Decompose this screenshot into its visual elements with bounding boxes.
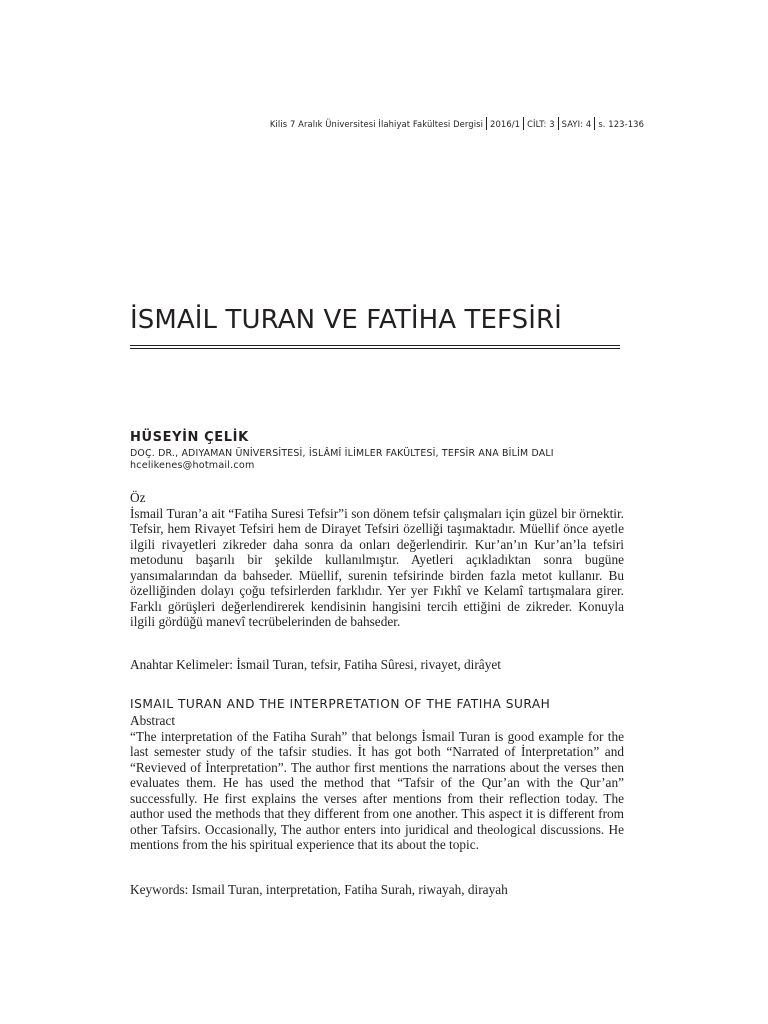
turkish-abstract-heading: Öz xyxy=(130,490,146,505)
turkish-keywords-section xyxy=(130,657,624,673)
header-separator xyxy=(523,117,524,130)
article-title: İSMAİL TURAN VE FATİHA TEFSİRİ xyxy=(130,305,562,335)
year-issue: 2016/1 xyxy=(490,119,521,129)
english-keywords: Keywords: Ismail Turan, interpretation, Fatiha Surah, riwayah, dirayah xyxy=(130,882,508,897)
header-separator xyxy=(558,117,559,130)
english-title: ISMAIL TURAN AND THE INTERPRETATION OF THE FATIHA SURAH xyxy=(130,697,551,711)
turkish-keywords: Anahtar Kelimeler: İsmail Turan, tefsir, Fatiha Sûresi, rivayet, dirâyet xyxy=(130,657,501,672)
volume: CİLT: 3 xyxy=(527,119,555,129)
header-separator xyxy=(486,117,487,130)
english-abstract-text: “The interpretation of the Fatiha Surah” that belongs İsmail Turan is good example for the last semester study of the tafsir studies. İt has got both “Narrated of İnterpretation” and “Revieved of İnterpretation”. The author first mentions the narrations about the verses then evaluates them. He has used the method that “Tafsir of the Qur’an with the Qur’an” successfully. He first explains the verses after mentions from their reflection today. The author used the methods that they different from one another. This aspect it is different from other Tafsirs. Occasionally, The author enters into juridical and theological discussions. He mentions from the his spiritual experience that its about the topic. xyxy=(130,728,624,852)
journal-name: Kilis 7 Aralık Üniversitesi İlahiyat Fakültesi Dergisi xyxy=(269,119,484,129)
author-block xyxy=(130,430,554,472)
turkish-abstract-section xyxy=(130,490,624,630)
author-name: HÜSEYİN ÇELİK xyxy=(130,430,249,445)
page-range: s. 123-136 xyxy=(598,119,644,129)
turkish-abstract-text: İsmail Turan’a ait “Fatiha Suresi Tefsir”i son dönem tefsir çalışmaları için güzel bir örnektir. Tefsir, hem Rivayet Tefsiri hem de Dirayet Tefsiri özelliği taşımaktadır. Müellif önce ayetle ilgili rivayetleri zikreder daha sonra da onları değerlendirir. Kur’an’ın Kur’an’la tefsiri metodunu başarılı bir şekilde kullanılmıştır. Ayetleri açıkladıktan sonra bugüne yansımalarından da bahseder. Müellif, surenin tefsirinde birden fazla metot kullanır. Bu özelliğinden dolayı çoğu tefsirlerden farklıdır. Yer yer Fıkhî ve Kelamî tartışmalara girer. Farklı görüşleri değerlendirerek kendisinin hangisini tercih ettiğini de zikreder. Konuyla ilgili gördüğü manevî tecrübelerinden de bahseder. xyxy=(130,505,624,629)
author-email: hcelikenes@hotmail.com xyxy=(130,460,255,471)
header-separator xyxy=(594,117,595,130)
issue-number: SAYI: 4 xyxy=(561,119,592,129)
author-affiliation: DOÇ. DR., ADIYAMAN ÜNİVERSİTESİ, İSLÂMÎ İLİMLER FAKÜLTESİ, TEFSİR ANA BİLİM DALI xyxy=(130,448,554,459)
title-rule-bottom xyxy=(130,348,620,349)
title-rule-top xyxy=(130,345,620,346)
english-abstract-heading: Abstract xyxy=(130,713,176,728)
english-keywords-section xyxy=(130,882,624,898)
running-header xyxy=(270,117,644,130)
english-abstract-section xyxy=(130,713,624,853)
